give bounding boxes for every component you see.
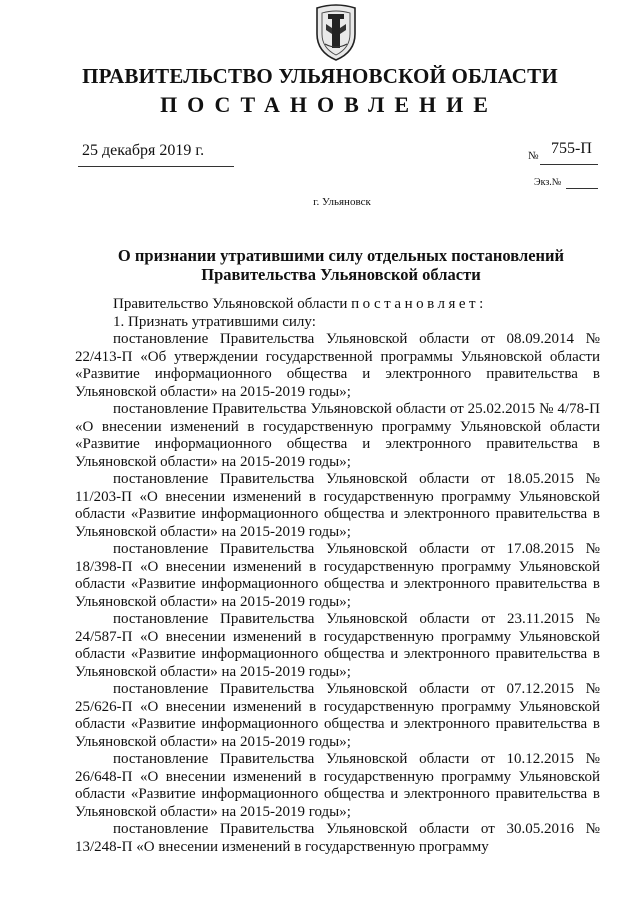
- resolution-paragraph: постановление Правительства Ульяновской области от 10.12.2015 № 26/648-П «О внесении изменений в государственную программу Ульяновской области «Развитие информационного общества и электронного правительства в Ульяновской области» на 2015-2019 годы»;: [75, 751, 600, 820]
- resolution-paragraph: постановление Правительства Ульяновской области от 30.05.2016 № 13/248-П «О внесении изменений в государственную программу: [75, 821, 600, 855]
- resolution-paragraph: постановление Правительства Ульяновской области от 17.08.2015 № 18/398-П «О внесении изменений в государственную программу Ульяновской области «Развитие информационного общества и электронного правительства в Ульяновской области» на 2015-2019 годы»;: [75, 541, 600, 610]
- copy-number-label: Экз.№: [534, 177, 562, 188]
- item-heading: 1. Признать утратившими силу:: [113, 313, 316, 330]
- resolution-paragraph: постановление Правительства Ульяновской области от 08.09.2014 № 22/413-П «Об утверждении государственной программы Ульяновской области «Развитие информационного общества и электронного правительства в Ульяновской области» на 2015-2019 годы»;: [75, 331, 600, 400]
- date-underline: [78, 166, 234, 167]
- intro-paragraph: [75, 296, 600, 314]
- number-sign: №: [528, 150, 539, 162]
- resolution-paragraph: постановление Правительства Ульяновской области от 07.12.2015 № 25/626-П «О внесении изменений в государственную программу Ульяновской области «Развитие информационного общества и электронного правительства в Ульяновской области» на 2015-2019 годы»;: [75, 681, 600, 750]
- coat-of-arms-icon: [313, 4, 359, 62]
- intro-text: Правительство Ульяновской области: [113, 296, 352, 312]
- city: г. Ульяновск: [313, 196, 371, 208]
- government-title: ПРАВИТЕЛЬСТВО УЛЬЯНОВСКОЙ ОБЛАСТИ: [82, 64, 558, 88]
- document-subject: [0, 246, 640, 284]
- resolution-paragraph: постановление Правительства Ульяновской области от 18.05.2015 № 11/203-П «О внесении изменений в государственную программу Ульяновской области «Развитие информационного общества и электронного правительства в Ульяновской области» на 2015-2019 годы»;: [75, 471, 600, 540]
- resolution-paragraph: постановление Правительства Ульяновской области от 23.11.2015 № 24/587-П «О внесении изменений в государственную программу Ульяновской области «Развитие информационного общества и электронного правительства в Ульяновской области» на 2015-2019 годы»;: [75, 611, 600, 680]
- copy-number-underline: [566, 188, 598, 189]
- subject-line: О признании утратившими силу отдельных постановлений: [117, 246, 565, 265]
- subject-line: Правительства Ульяновской области: [201, 265, 481, 284]
- number-underline: [540, 164, 598, 165]
- document-type: ПОСТАНОВЛЕНИЕ: [160, 92, 498, 117]
- document-date: 25 декабря 2019 г.: [82, 142, 205, 159]
- document-body: [75, 296, 600, 856]
- document-number: 755-П: [551, 140, 592, 157]
- resolution-paragraph: постановление Правительства Ульяновской области от 25.02.2015 № 4/78-П «О внесении изменений в государственную программу Ульяновской области «Развитие информационного общества и электронного правительства в Ульяновской области» на 2015-2019 годы»;: [75, 401, 600, 470]
- intro-verb: постановляет:: [351, 296, 487, 312]
